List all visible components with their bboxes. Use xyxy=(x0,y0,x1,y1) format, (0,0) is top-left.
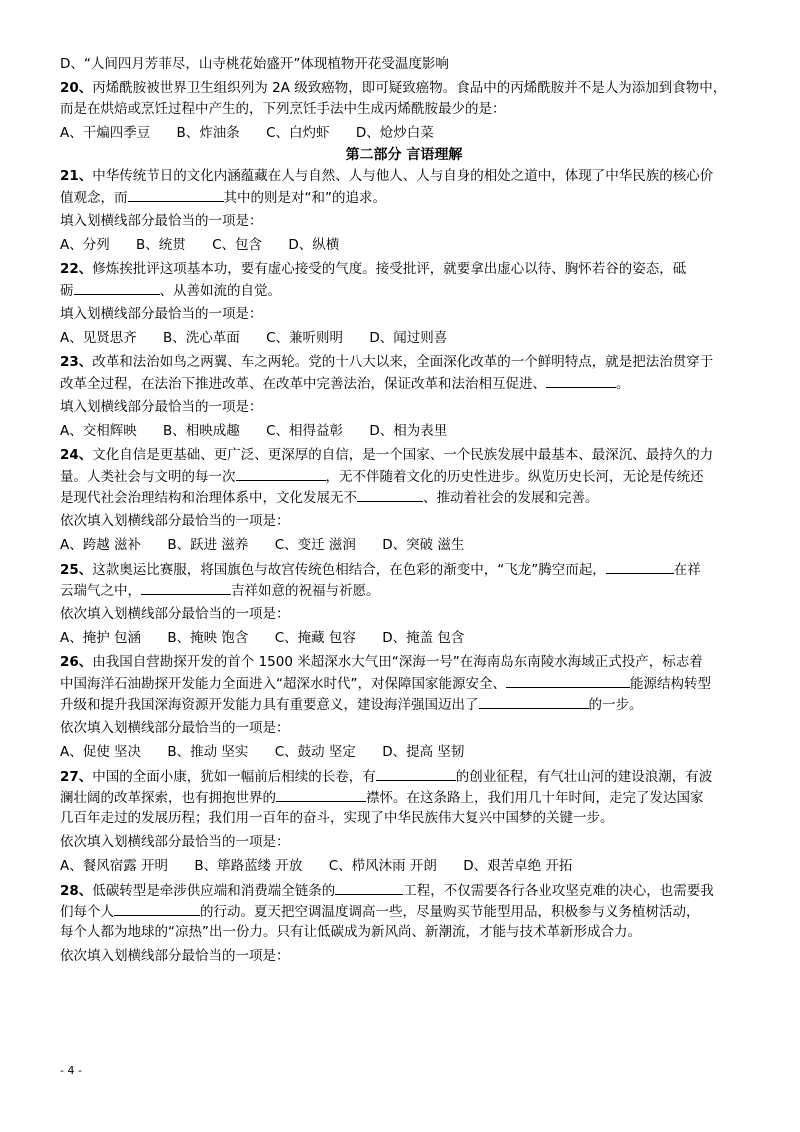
q28-number: 28、 xyxy=(60,883,93,899)
q27-stem-line-1: 27、中国的全面小康，犹如一幅前后相续的长卷，有 的创业征程，有气壮山河的建设浪潮，有波 xyxy=(60,766,748,787)
q23-option-c: C、相得益彰 xyxy=(266,423,344,439)
q26-options xyxy=(60,742,748,763)
q20-options xyxy=(60,123,748,144)
q27-prompt: 依次填入划横线部分最恰当的一项是： xyxy=(60,834,290,850)
q25-option-b: B、掩映 饱含 xyxy=(167,630,249,646)
q21-options xyxy=(60,235,748,256)
q23-option-a: A、交相辉映 xyxy=(60,423,137,439)
q25-number: 25、 xyxy=(60,562,93,578)
q21-option-b: B、统贯 xyxy=(136,237,186,253)
blank xyxy=(506,673,630,688)
q22-number: 22、 xyxy=(60,261,93,277)
q25-option-a: A、掩护 包涵 xyxy=(60,630,142,646)
q24-option-b: B、跃进 滋养 xyxy=(167,537,249,553)
q21-prompt: 填入划横线部分最恰当的一项是： xyxy=(60,213,263,229)
q20-option-a: A、干煸四季豆 xyxy=(60,125,151,141)
q26-stem-line-1: 26、由我国自营勘探开发的首个 1500 米超深水大气田“深海一号”在海南岛东南陵水海域正式投产，标志着 xyxy=(60,654,703,670)
q20-stem-line-2: 而是在烘焙或烹饪过程中产生的，下列烹饪手法中生成丙烯酰胺最少的是： xyxy=(60,101,506,117)
blank xyxy=(606,559,674,574)
q25-stem-line-2: 云瑞气之中， 吉祥如意的祝福与祈愿。 xyxy=(60,580,748,601)
blank xyxy=(114,901,200,916)
q28-stem-line-2: 们每个人 的行动。夏天把空调温度调高一些，尽量购买节能型用品，积极参与义务植树活动， xyxy=(60,901,748,922)
q27-number: 27、 xyxy=(60,769,93,785)
q27-option-b: B、筚路蓝缕 开放 xyxy=(194,858,303,874)
section-title: 第二部分 言语理解 xyxy=(345,147,463,163)
q22-stem-line-2: 砺 、从善如流的自觉。 xyxy=(60,280,748,301)
q24-prompt: 依次填入划横线部分最恰当的一项是： xyxy=(60,513,290,529)
blank xyxy=(357,487,423,502)
q27-option-a: A、餐风宿露 开明 xyxy=(60,858,169,874)
q22-stem-line-1: 22、修炼挨批评这项基本功，要有虚心接受的气度。接受批评，就要拿出虚心以待、胸怀若谷的姿态，砥 xyxy=(60,261,687,277)
q23-prompt: 填入划横线部分最恰当的一项是： xyxy=(60,399,263,415)
q26-option-d: D、提高 坚韧 xyxy=(382,744,465,760)
q20-option-c: C、白灼虾 xyxy=(266,125,330,141)
q25-option-d: D、掩盖 包含 xyxy=(382,630,465,646)
q27-stem-line-2: 澜壮阔的改革探索，也有拥抱世界的 襟怀。在这条路上，我们用几十年时间，走完了发达国家 xyxy=(60,787,748,808)
q23-number: 23、 xyxy=(60,354,93,370)
blank xyxy=(335,880,403,895)
q25-options xyxy=(60,628,748,649)
q25-stem-line-1: 25、这款奥运比赛服，将国旗色与故宫传统色相结合，在色彩的渐变中，“飞龙”腾空而起， 在祥 xyxy=(60,559,748,580)
blank xyxy=(74,280,160,295)
blank xyxy=(376,766,456,781)
q21-number: 21、 xyxy=(60,168,93,184)
q20-option-d: D、炝炒白菜 xyxy=(355,125,434,141)
q28-stem-line-3: 每个人都为地球的“凉热”出一份力。只有让低碳成为新风尚、新潮流，才能与技术革新形成合力。 xyxy=(60,924,641,940)
q24-options xyxy=(60,535,748,556)
blank xyxy=(128,187,224,202)
blank xyxy=(236,466,326,481)
q26-number: 26、 xyxy=(60,654,93,670)
q26-option-a: A、促使 坚决 xyxy=(60,744,142,760)
q22-option-c: C、兼听则明 xyxy=(266,330,344,346)
q22-option-a: A、见贤思齐 xyxy=(60,330,137,346)
q26-option-c: C、鼓动 坚定 xyxy=(274,744,356,760)
q23-option-d: D、相为表里 xyxy=(369,423,448,439)
q24-option-d: D、突破 滋生 xyxy=(382,537,465,553)
q24-stem-line-3: 是现代社会治理结构和治理体系中，文化发展无不 、推动着社会的发展和完善。 xyxy=(60,487,748,508)
q26-prompt: 依次填入划横线部分最恰当的一项是： xyxy=(60,720,290,736)
q28-stem-line-1: 28、低碳转型是牵涉供应端和消费端全链条的 工程，不仅需要各行各业攻坚克难的决心，也需要我 xyxy=(60,880,748,901)
q21-stem-line-1: 21、中华传统节日的文化内涵蕴藏在人与自然、人与他人、人与自身的相处之道中，体现了中华民族的核心价 xyxy=(60,168,714,184)
page-number: - 4 - xyxy=(60,1064,82,1077)
q27-option-c: C、栉风沐雨 开朗 xyxy=(328,858,437,874)
q20-stem-line-1: 20、丙烯酰胺被世界卫生组织列为 2A 级致癌物，即可疑致癌物。食品中的丙烯酰胺并不是人为添加到食物中， xyxy=(60,80,727,96)
q21-stem-line-2: 值观念，而 其中的则是对“和”的追求。 xyxy=(60,187,748,208)
q27-options xyxy=(60,856,748,877)
q23-options xyxy=(60,421,748,442)
q24-number: 24、 xyxy=(60,447,93,463)
q24-option-c: C、变迁 滋润 xyxy=(274,537,356,553)
q23-stem-line-1: 23、改革和法治如鸟之两翼、车之两轮。党的十八大以来，全面深化改革的一个鲜明特点，就是把法治贯穿于 xyxy=(60,354,714,370)
q22-options xyxy=(60,328,748,349)
q25-option-c: C、掩藏 包容 xyxy=(274,630,356,646)
q20-option-b: B、炸油条 xyxy=(176,125,240,141)
blank xyxy=(479,694,589,709)
q27-option-d: D、艰苦卓绝 开拓 xyxy=(463,858,573,874)
q26-option-b: B、推动 坚实 xyxy=(167,744,249,760)
q19-option-d: D、“人间四月芳菲尽，山寺桃花始盛开”体现植物开花受温度影响 xyxy=(60,56,449,72)
blank xyxy=(141,580,231,595)
q21-option-d: D、纵横 xyxy=(288,237,340,253)
q28-prompt: 依次填入划横线部分最恰当的一项是： xyxy=(60,948,290,964)
document-page xyxy=(60,54,748,967)
q25-prompt: 依次填入划横线部分最恰当的一项是： xyxy=(60,606,290,622)
q20-number: 20、 xyxy=(60,80,93,96)
q23-stem-line-2: 改革全过程，在法治下推进改革、在改革中完善法治，保证改革和法治相互促进、 。 xyxy=(60,373,748,394)
blank xyxy=(276,787,366,802)
q22-option-d: D、闻过则喜 xyxy=(369,330,448,346)
q26-stem-line-2: 中国海洋石油勘探开发能力全面进入“超深水时代”，对保障国家能源安全、 能源结构转型 xyxy=(60,673,748,694)
blank xyxy=(546,373,616,388)
q22-prompt: 填入划横线部分最恰当的一项是： xyxy=(60,306,263,322)
q23-option-b: B、相映成趣 xyxy=(163,423,240,439)
q24-stem-line-1: 24、文化自信是更基础、更广泛、更深厚的自信，是一个国家、一个民族发展中最基本、最深沉、最持久的力 xyxy=(60,447,714,463)
q22-option-b: B、洗心革面 xyxy=(163,330,240,346)
q21-option-a: A、分列 xyxy=(60,237,110,253)
q24-option-a: A、跨越 滋补 xyxy=(60,537,142,553)
q26-stem-line-3: 升级和提升我国深海资源开发能力具有重要意义，建设海洋强国迈出了 的一步。 xyxy=(60,694,748,715)
q24-stem-line-2: 量。人类社会与文明的每一次 ，无不伴随着文化的历史性进步。纵览历史长河，无论是传统还 xyxy=(60,466,748,487)
q21-option-c: C、包含 xyxy=(212,237,263,253)
q27-stem-line-3: 几百年走过的发展历程；我们用一百年的奋斗，实现了中华民族伟大复兴中国梦的关键一步。 xyxy=(60,810,614,826)
